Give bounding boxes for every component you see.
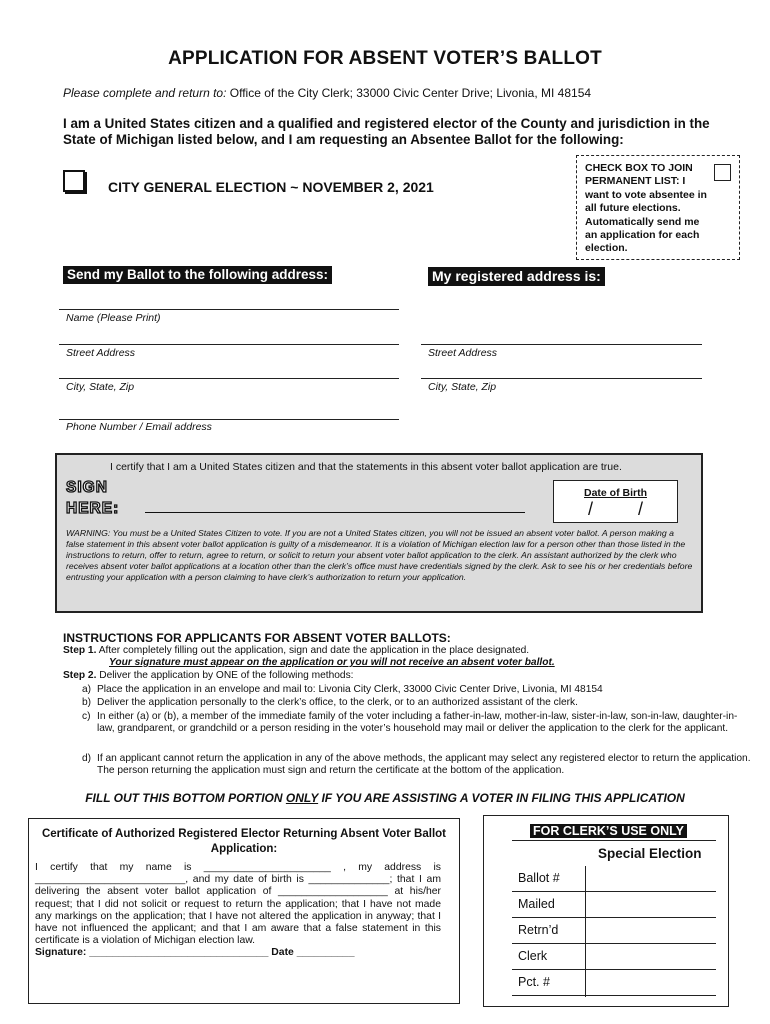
registered-street-label: Street Address	[428, 347, 498, 359]
send-street-field[interactable]	[59, 344, 399, 345]
registered-street-field[interactable]	[421, 344, 702, 345]
page-title: APPLICATION FOR ABSENT VOTER’S BALLOT	[168, 48, 602, 69]
permanent-list-box	[576, 155, 740, 260]
clerk-row-returned[interactable]	[512, 918, 716, 944]
item-b-tag: b)	[82, 697, 92, 708]
election-checkbox[interactable]	[63, 170, 85, 192]
step-1-tag: Step 1.	[63, 645, 97, 656]
step-2	[63, 670, 354, 682]
registered-address-header: My registered address is:	[428, 267, 605, 286]
clerk-row-mailed[interactable]	[512, 892, 716, 918]
certificate-body	[35, 862, 441, 960]
item-a-tag: a)	[82, 684, 92, 695]
date-of-birth-field[interactable]	[553, 480, 678, 523]
item-b-text: Deliver the application personally to the clerk’s office, to the clerk, or to an authorized assistant of the clerk.	[97, 697, 578, 708]
warning-text: WARNING: You must be a United States Citizen to vote. If you are not a United States citizen, you will not be issued an absent voter ballot. A person making a false statement in this absent voter ballot application is guilty of a misdemeanor. It is a violation of Michigan election law for a person other than those listed in the instructions to return, offer to return, agree to return, or solicit to return your absent voter ballot application to the clerk. An assistant authorized by the clerk who receives absent voter ballot applications at a location other than the clerk’s office must have credentials signed by the clerk. Ask to see his or her credentials before entrusting your application with a person claiming to have clerk’s authorization to return your application.	[66, 528, 693, 582]
send-city-field[interactable]	[59, 378, 399, 379]
step-1	[63, 645, 529, 657]
clerk-row-label: Clerk	[518, 949, 548, 963]
phone-email-field[interactable]	[59, 419, 399, 420]
special-election-label: Special Election	[598, 846, 702, 861]
citizen-statement: I am a United States citizen and a qualified and registered elector of the County and jurisdiction in the State of Michigan listed below, and I am requesting an Absentee Ballot for the following:	[63, 116, 710, 147]
return-address	[63, 86, 591, 100]
clerk-row-ballot[interactable]	[512, 866, 716, 892]
permanent-list-text	[585, 162, 707, 256]
certify-statement: I certify that I am a United States citizen and that the statements in this absent voter ballot application are true.	[110, 461, 622, 473]
send-city-label: City, State, Zip	[66, 381, 135, 393]
election-label: CITY GENERAL ELECTION ~ NOVEMBER 2, 2021	[108, 179, 434, 195]
here-label: HERE:	[66, 500, 120, 517]
fill-out-suffix: IF YOU ARE ASSISTING A VOTER IN FILING THIS APPLICATION	[318, 791, 685, 805]
certificate-text: I certify that my name is ______________________ , my address is __________________________, and my date of birth is ______________; that I am delivering the absent voter ballot application of ___________________ at his/her request; that I did not solicit or request to return the application; that I have not made any markings on the application; that I have not altered the application in anyway; that I have not influenced the applicant; and that I am aware that a false statement in this certificate is a violation of Michigan election law.	[35, 862, 441, 947]
clerk-row-label: Pct. #	[518, 975, 550, 989]
dob-label: Date of Birth	[584, 487, 647, 499]
phone-email-label: Phone Number / Email address	[66, 421, 212, 433]
registered-city-label: City, State, Zip	[428, 381, 497, 393]
permanent-list-label: CHECK BOX TO JOIN PERMANENT LIST: I want to vote absentee in all future elections. Automatically send me an application for each election.	[585, 162, 707, 255]
clerk-row-label: Mailed	[518, 897, 555, 911]
clerk-row-label: Retrn’d	[518, 923, 559, 937]
clerk-row-precinct[interactable]	[512, 970, 716, 996]
item-c-text: In either (a) or (b), a member of the immediate family of the voter including a father-in-law, mother-in-law, sister-in-law, son-in-law, daughter-in-law, grandparent, or grandchild or a person residing in the voter’s household may mail or deliver the application to the clerk for the applicant.	[97, 711, 738, 735]
certificate-signature: Signature: _______________________________ Date __________	[35, 947, 355, 959]
fill-out-notice	[0, 791, 770, 805]
registered-city-field[interactable]	[421, 378, 702, 379]
item-c-tag: c)	[82, 711, 91, 722]
step-1-text: After completely filling out the application, sign and date the application in the place designated.	[98, 645, 530, 656]
signature-field[interactable]	[145, 512, 525, 513]
item-d-text: If an applicant cannot return the application in any of the above methods, the applicant may select any registered elector to return the application. The person returning the application must sign and return the certificate at the bottom of the application.	[97, 753, 751, 777]
name-label: Name (Please Print)	[66, 312, 161, 324]
return-prefix: Please complete and return to:	[63, 86, 227, 100]
fill-out-prefix: FILL OUT THIS BOTTOM PORTION	[85, 791, 286, 805]
step-1-warning: Your signature must appear on the application or you will not receive an absent voter ballot.	[109, 657, 555, 668]
step-2-tag: Step 2.	[63, 670, 97, 681]
clerk-header-line	[512, 840, 716, 841]
certificate-title: Certificate of Authorized Registered Elector Returning Absent Voter Ballot Application:	[41, 828, 447, 855]
send-ballot-header: Send my Ballot to the following address:	[63, 266, 332, 284]
instructions-title: INSTRUCTIONS FOR APPLICANTS FOR ABSENT VOTER BALLOTS:	[63, 631, 451, 645]
clerk-row-label: Ballot #	[518, 871, 560, 885]
return-address-text: Office of the City Clerk; 33000 Civic Center Drive; Livonia, MI 48154	[226, 86, 592, 100]
send-street-label: Street Address	[66, 347, 136, 359]
fill-out-only: ONLY	[285, 791, 319, 805]
sign-label: SIGN	[66, 479, 108, 496]
name-field[interactable]	[59, 309, 399, 310]
clerk-row-clerk[interactable]	[512, 944, 716, 970]
item-a-text: Place the application in an envelope and mail to: Livonia City Clerk, 33000 Civic Center Drive, Livonia, MI 48154	[97, 684, 603, 695]
dob-slashes: / /	[587, 499, 663, 519]
item-d-tag: d)	[82, 753, 92, 764]
clerk-use-header: FOR CLERK’S USE ONLY	[530, 824, 687, 838]
permanent-list-checkbox[interactable]	[714, 164, 731, 181]
step-2-text: Deliver the application by ONE of the following methods:	[99, 670, 354, 681]
